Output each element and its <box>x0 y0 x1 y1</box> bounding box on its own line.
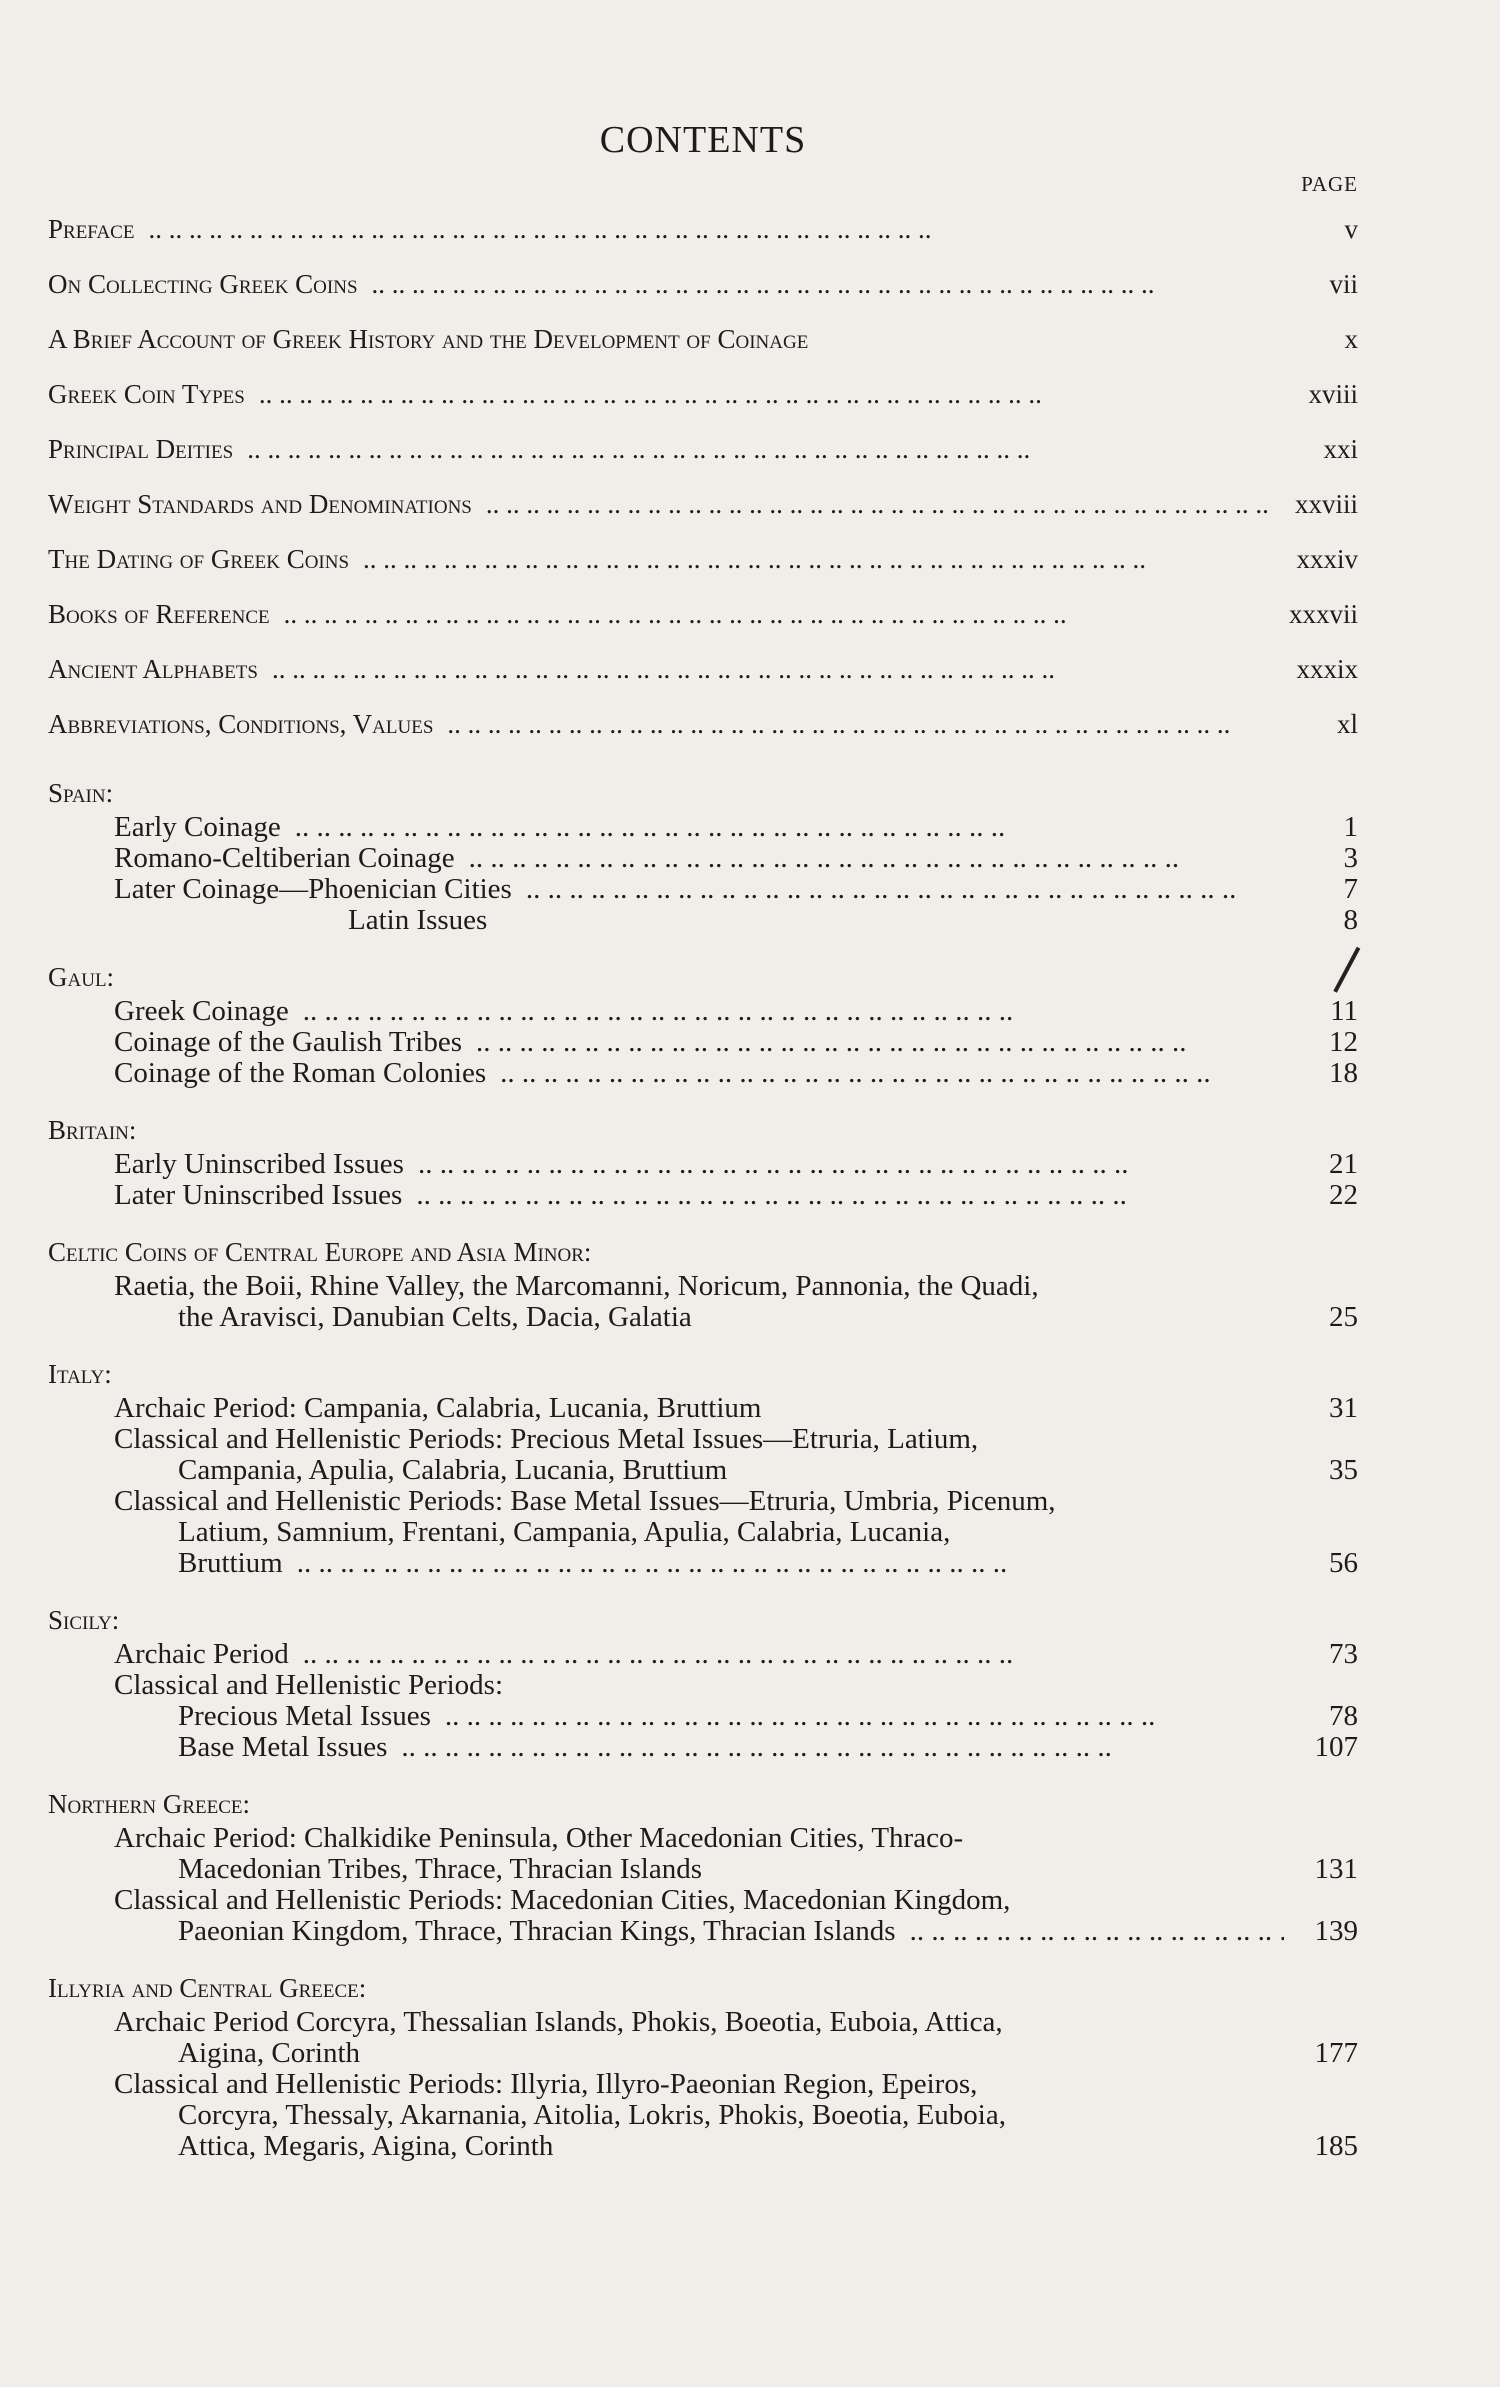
toc-subentry-continuation[interactable] <box>48 1854 1358 1885</box>
leader-dots <box>910 1916 1284 1947</box>
toc-subentry[interactable] <box>48 812 1358 843</box>
front-matter-list <box>48 202 1358 752</box>
subentry-label: Raetia, the Boii, Rhine Valley, the Marcomanni, Noricum, Pannonia, the Quadi, <box>114 1270 1039 1302</box>
toc-subentry-line[interactable] <box>48 1885 1358 1916</box>
toc-subentry[interactable] <box>48 1058 1358 1089</box>
section-heading: Sicily: <box>48 1605 120 1635</box>
leader-dots <box>401 1732 1284 1763</box>
toc-subentry-continuation <box>48 2100 1358 2131</box>
subentry-label: Archaic Period: Chalkidike Peninsula, Other Macedonian Cities, Thraco- <box>114 1822 964 1854</box>
leader-dots <box>295 812 1294 843</box>
leader-dots <box>148 202 1284 257</box>
subentry-label: Classical and Hellenistic Periods: <box>114 1669 504 1701</box>
toc-subentry-continuation[interactable] <box>48 1302 1358 1333</box>
leader-dots <box>372 257 1284 312</box>
toc-page-number: xxviii <box>1294 489 1358 519</box>
subentry-label: Paeonian Kingdom, Thrace, Thracian Kings, Thracian Islands <box>178 1915 896 1947</box>
toc-page-number: 131 <box>1314 1853 1358 1885</box>
subentry-label: Greek Coinage <box>114 995 289 1027</box>
section-heading: Northern Greece: <box>48 1789 250 1819</box>
leader-dots <box>526 874 1294 905</box>
section-heading: Britain: <box>48 1115 137 1145</box>
leader-dots <box>447 697 1284 752</box>
toc-page-number: 11 <box>1330 995 1358 1027</box>
subentry-label: Campania, Apulia, Calabria, Lucania, Bruttium <box>178 1454 728 1486</box>
section-heading: Illyria and Central Greece: <box>48 1973 367 2003</box>
toc-subentry[interactable] <box>48 1701 1358 1732</box>
leader-dots <box>445 1701 1284 1732</box>
toc-subentry[interactable] <box>48 1180 1358 1211</box>
toc-page-number: 78 <box>1329 1700 1358 1732</box>
subentry-label: Corcyra, Thessaly, Akarnania, Aitolia, Lokris, Phokis, Boeotia, Euboia, <box>178 2099 1006 2131</box>
leader-dots <box>297 1548 1284 1579</box>
subentry-label: Classical and Hellenistic Periods: Illyria, Illyro-Paeonian Region, Epeiros, <box>114 2068 978 2100</box>
toc-entry-label: Weight Standards and Denominations <box>48 489 472 519</box>
toc-subentry-continuation <box>48 1517 1358 1548</box>
page-column-header: PAGE <box>1301 172 1358 196</box>
subentry-label: Early Coinage <box>114 811 281 843</box>
leader-dots <box>469 843 1294 874</box>
section-sicily <box>48 1601 1358 1763</box>
subentry-label: Classical and Hellenistic Periods: Macedonian Cities, Macedonian Kingdom, <box>114 1884 1011 1916</box>
toc-page-number: v <box>1344 214 1358 244</box>
leader-dots <box>416 1180 1294 1211</box>
leader-dots <box>247 422 1284 477</box>
toc-page-number: 21 <box>1329 1148 1358 1180</box>
toc-page-number: 1 <box>1343 811 1358 843</box>
subentry-label: Later Uninscribed Issues <box>114 1179 403 1211</box>
toc-subentry[interactable] <box>48 1149 1358 1180</box>
toc-entry[interactable] <box>48 257 1358 312</box>
toc-page-number: 25 <box>1329 1301 1358 1333</box>
toc-subentry[interactable] <box>48 1732 1358 1763</box>
toc-subentry-line[interactable] <box>48 2007 1358 2038</box>
toc-page-number: 8 <box>1343 904 1358 936</box>
subentry-label: Latium, Samnium, Frentani, Campania, Apulia, Calabria, Lucania, <box>178 1516 951 1548</box>
leader-dots <box>284 587 1275 642</box>
toc-subentry-continuation[interactable] <box>48 2131 1358 2162</box>
subentry-label: Bruttium <box>178 1547 283 1579</box>
subentry-label: Attica, Megaris, Aigina, Corinth <box>178 2130 554 2162</box>
toc-subentry-line[interactable] <box>48 1823 1358 1854</box>
toc-subentry-line[interactable] <box>48 1271 1358 1302</box>
toc-subentry[interactable] <box>48 843 1358 874</box>
toc-subentry-continuation[interactable] <box>48 2038 1358 2069</box>
subentry-label: Classical and Hellenistic Periods: Base Metal Issues—Etruria, Umbria, Picenum, <box>114 1485 1056 1517</box>
subentry-label: Early Uninscribed Issues <box>114 1148 404 1180</box>
toc-page-number: 18 <box>1329 1057 1358 1089</box>
section-heading: Italy: <box>48 1359 112 1389</box>
toc-entry[interactable] <box>48 532 1358 587</box>
leader-dots <box>500 1058 1294 1089</box>
subentry-label: Classical and Hellenistic Periods: Precious Metal Issues—Etruria, Latium, <box>114 1423 979 1455</box>
page-title: CONTENTS <box>599 119 807 161</box>
section-italy <box>48 1355 1358 1579</box>
section-northern-greece <box>48 1785 1358 1947</box>
toc-page-number: 7 <box>1343 873 1358 905</box>
toc-subentry-line <box>48 1670 1358 1701</box>
toc-entry[interactable] <box>48 202 1358 257</box>
toc-subentry-line[interactable] <box>48 1486 1358 1517</box>
toc-page-number: 107 <box>1314 1731 1358 1763</box>
section-heading: Gaul: <box>48 962 115 992</box>
toc-subentry[interactable] <box>48 1639 1358 1670</box>
leader-dots <box>363 532 1282 587</box>
section-celtic <box>48 1233 1358 1333</box>
toc-entry-label: Books of Reference <box>48 599 270 629</box>
section-heading: Spain: <box>48 778 114 808</box>
toc-page-number: 35 <box>1329 1454 1358 1486</box>
toc-page-number: xxxvii <box>1288 599 1358 629</box>
toc-subentry[interactable] <box>48 874 1358 905</box>
toc-subentry-line[interactable] <box>48 1424 1358 1455</box>
leader-dots <box>476 1027 1294 1058</box>
subentry-label: Latin Issues <box>348 904 488 936</box>
toc-subentry-continuation[interactable] <box>48 1916 1358 1947</box>
toc-entry-label: Preface <box>48 214 135 244</box>
subentry-label: the Aravisci, Danubian Celts, Dacia, Galatia <box>178 1301 692 1333</box>
toc-page-number: 3 <box>1343 842 1358 874</box>
leader-dots <box>259 367 1284 422</box>
toc-page-number: 56 <box>1329 1547 1358 1579</box>
toc-page-number: 31 <box>1329 1392 1358 1424</box>
toc-page-number: 177 <box>1314 2037 1358 2069</box>
toc-page-number: xxxix <box>1296 654 1358 684</box>
toc-page-number: 73 <box>1329 1638 1358 1670</box>
contents-page <box>48 118 1358 2162</box>
section-gaul <box>48 958 1358 1089</box>
toc-entry-label: Greek Coin Types <box>48 379 245 409</box>
toc-subentry[interactable] <box>48 905 1358 936</box>
leader-dots <box>418 1149 1294 1180</box>
toc-entry-label: A Brief Account of Greek History and the Development of Coinage <box>48 324 809 354</box>
section-britain <box>48 1111 1358 1211</box>
toc-entry-label: Abbreviations, Conditions, Values <box>48 709 434 739</box>
toc-entry-label: Ancient Alphabets <box>48 654 258 684</box>
section-heading: Celtic Coins of Central Europe and Asia Minor: <box>48 1237 592 1267</box>
subentry-label: Macedonian Tribes, Thrace, Thracian Islands <box>178 1853 703 1885</box>
toc-page-number: 22 <box>1329 1179 1358 1211</box>
section-spain <box>48 774 1358 936</box>
toc-page-number: xviii <box>1308 379 1358 409</box>
toc-page-number: x <box>1344 324 1358 354</box>
toc-page-number: xxxiv <box>1296 544 1358 574</box>
subentry-label: Precious Metal Issues <box>178 1700 431 1732</box>
toc-page-number: xl <box>1336 709 1358 739</box>
toc-entry[interactable] <box>48 477 1358 532</box>
toc-subentry-continuation[interactable] <box>48 1548 1358 1579</box>
toc-subentry[interactable] <box>48 1027 1358 1058</box>
toc-entry[interactable] <box>48 587 1358 642</box>
toc-entry-label: The Dating of Greek Coins <box>48 544 350 574</box>
subentry-label: Romano-Celtiberian Coinage <box>114 842 455 874</box>
subentry-label: Archaic Period Corcyra, Thessalian Islands, Phokis, Boeotia, Euboia, Attica, <box>114 2006 1003 2038</box>
toc-entry-label: On Collecting Greek Coins <box>48 269 358 299</box>
subentry-label: Aigina, Corinth <box>178 2037 361 2069</box>
toc-page-number: vii <box>1329 269 1358 299</box>
subentry-label: Coinage of the Roman Colonies <box>114 1057 487 1089</box>
toc-page-number: 139 <box>1314 1915 1358 1947</box>
toc-subentry-continuation[interactable] <box>48 1455 1358 1486</box>
leader-dots <box>486 477 1281 532</box>
toc-page-number: 185 <box>1314 2130 1358 2162</box>
toc-entry[interactable] <box>48 642 1358 697</box>
subentry-label: Later Coinage—Phoenician Cities <box>114 873 512 905</box>
subentry-label: Archaic Period <box>114 1638 289 1670</box>
subentry-label: Coinage of the Gaulish Tribes <box>114 1026 462 1058</box>
toc-page-number: 12 <box>1329 1026 1358 1058</box>
toc-entry-label: Principal Deities <box>48 434 234 464</box>
toc-entry[interactable] <box>48 422 1358 477</box>
toc-entry[interactable] <box>48 697 1358 752</box>
subentry-label: Base Metal Issues <box>178 1731 388 1763</box>
leader-dots <box>303 996 1294 1027</box>
toc-subentry[interactable] <box>48 996 1358 1027</box>
toc-entry[interactable] <box>48 312 1358 367</box>
section-illyria <box>48 1969 1358 2162</box>
subentry-label: Archaic Period: Campania, Calabria, Lucania, Bruttium <box>114 1392 762 1424</box>
toc-entry[interactable] <box>48 367 1358 422</box>
toc-subentry-line[interactable] <box>48 2069 1358 2100</box>
toc-subentry[interactable] <box>48 1393 1358 1424</box>
leader-dots <box>272 642 1283 697</box>
toc-page-number: xxi <box>1323 434 1358 464</box>
leader-dots <box>303 1639 1294 1670</box>
